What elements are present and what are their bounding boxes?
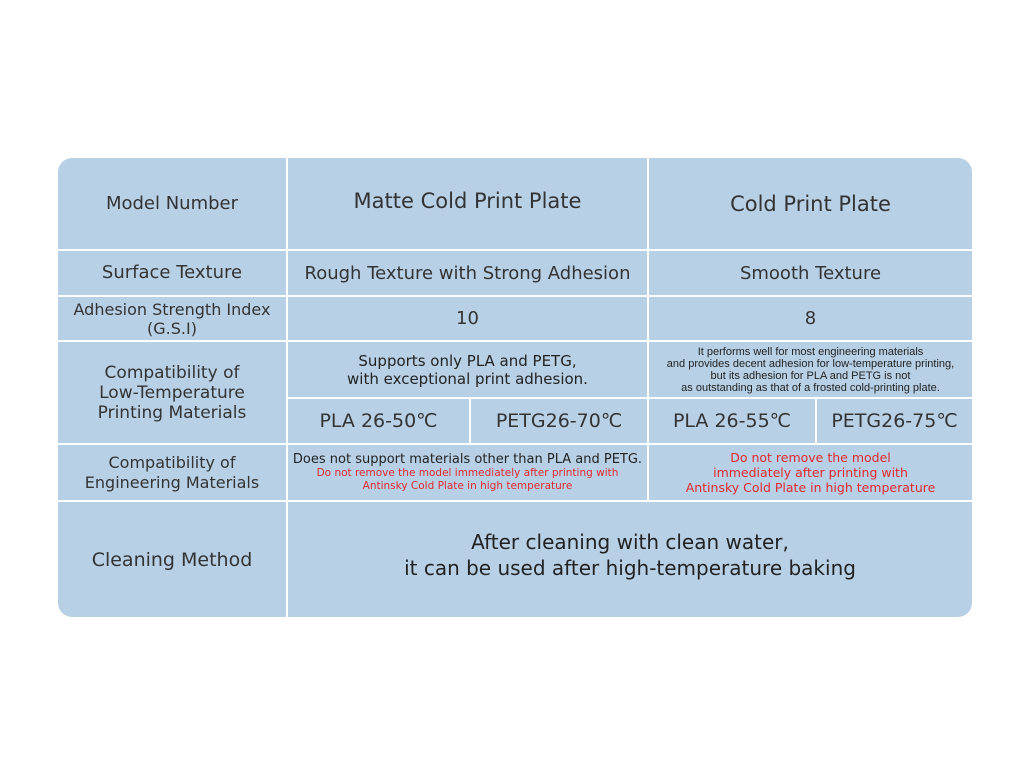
pla-range-b [649, 399, 815, 443]
surface-texture-b-text: Smooth Texture [739, 262, 882, 284]
engineering-a-warning-line1: Do not remove the model immediately after printing with [316, 467, 619, 479]
pla-range-a [288, 399, 469, 443]
cleaning-label: Cleaning Method [91, 548, 253, 571]
surface-texture-label: Surface Texture [101, 262, 243, 283]
petg-range-a-text: PETG26-70℃ [495, 410, 623, 432]
model-number-label: Model Number [105, 192, 239, 214]
header-cold-print-plate [649, 158, 972, 249]
header-matte-cold-print-plate [288, 158, 647, 249]
petg-range-b-text: PETG26-75℃ [831, 410, 958, 432]
engineering-label-line2: Engineering Materials [84, 472, 260, 492]
adhesion-label-line2: (G.S.I) [147, 318, 197, 338]
product-a-name: Matte Cold Print Plate [353, 188, 582, 213]
row-label-model-number [58, 158, 286, 249]
pla-range-a-text: PLA 26-50℃ [319, 410, 438, 432]
pla-range-b-text: PLA 26-55℃ [672, 410, 792, 432]
product-b-name: Cold Print Plate [730, 191, 891, 216]
cleaning-line2: it can be used after high-temperature baking [404, 556, 856, 580]
engineering-b-warning-line3: Antinsky Cold Plate in high temperature [685, 480, 936, 495]
adhesion-label-line1: Adhesion Strength Index [73, 299, 271, 319]
low-temp-b-line4: as outstanding as that of a frosted cold-printing plate. [681, 381, 940, 394]
row-label-cleaning [58, 502, 286, 617]
engineering-a-warning-line2: Antinsky Cold Plate in high temperature [362, 480, 573, 492]
low-temp-label-line2: Low-Temperature [99, 382, 245, 403]
petg-range-a [471, 399, 647, 443]
adhesion-index-b [649, 297, 972, 340]
low-temp-b-line3: but its adhesion for PLA and PETG is not [710, 369, 911, 382]
surface-texture-b [649, 251, 972, 295]
surface-texture-a [288, 251, 647, 295]
engineering-b-warning-line2: immediately after printing with [713, 465, 908, 480]
engineering-b-warning-line1: Do not remove the model [730, 450, 891, 465]
engineering-a-line1: Does not support materials other than PLA and PETG. [292, 452, 643, 467]
low-temp-label-line3: Printing Materials [97, 402, 247, 423]
adhesion-index-a [288, 297, 647, 340]
engineering-label-line1: Compatibility of [108, 452, 236, 472]
low-temp-b-note [649, 342, 972, 397]
low-temp-a-line1: Supports only PLA and PETG, [358, 351, 577, 370]
low-temp-b-line2: and provides decent adhesion for low-temperature printing, [666, 357, 955, 370]
row-label-engineering [58, 445, 286, 500]
comparison-table [58, 158, 972, 617]
cleaning-line1: After cleaning with clean water, [471, 530, 789, 554]
row-label-adhesion-index [58, 297, 286, 340]
row-label-low-temp [58, 342, 286, 443]
adhesion-index-a-value: 10 [456, 308, 479, 329]
low-temp-a-note [288, 342, 647, 397]
engineering-a-note [288, 445, 647, 500]
low-temp-b-line1: It performs well for most engineering materials [697, 345, 924, 358]
low-temp-a-line2: with exceptional print adhesion. [347, 369, 588, 388]
low-temp-label-line1: Compatibility of [104, 362, 240, 383]
engineering-b-note [649, 445, 972, 500]
cleaning-instructions [288, 502, 972, 608]
adhesion-index-b-value: 8 [804, 308, 817, 329]
row-label-surface-texture [58, 251, 286, 295]
surface-texture-a-text: Rough Texture with Strong Adhesion [304, 262, 631, 284]
petg-range-b [817, 399, 972, 443]
